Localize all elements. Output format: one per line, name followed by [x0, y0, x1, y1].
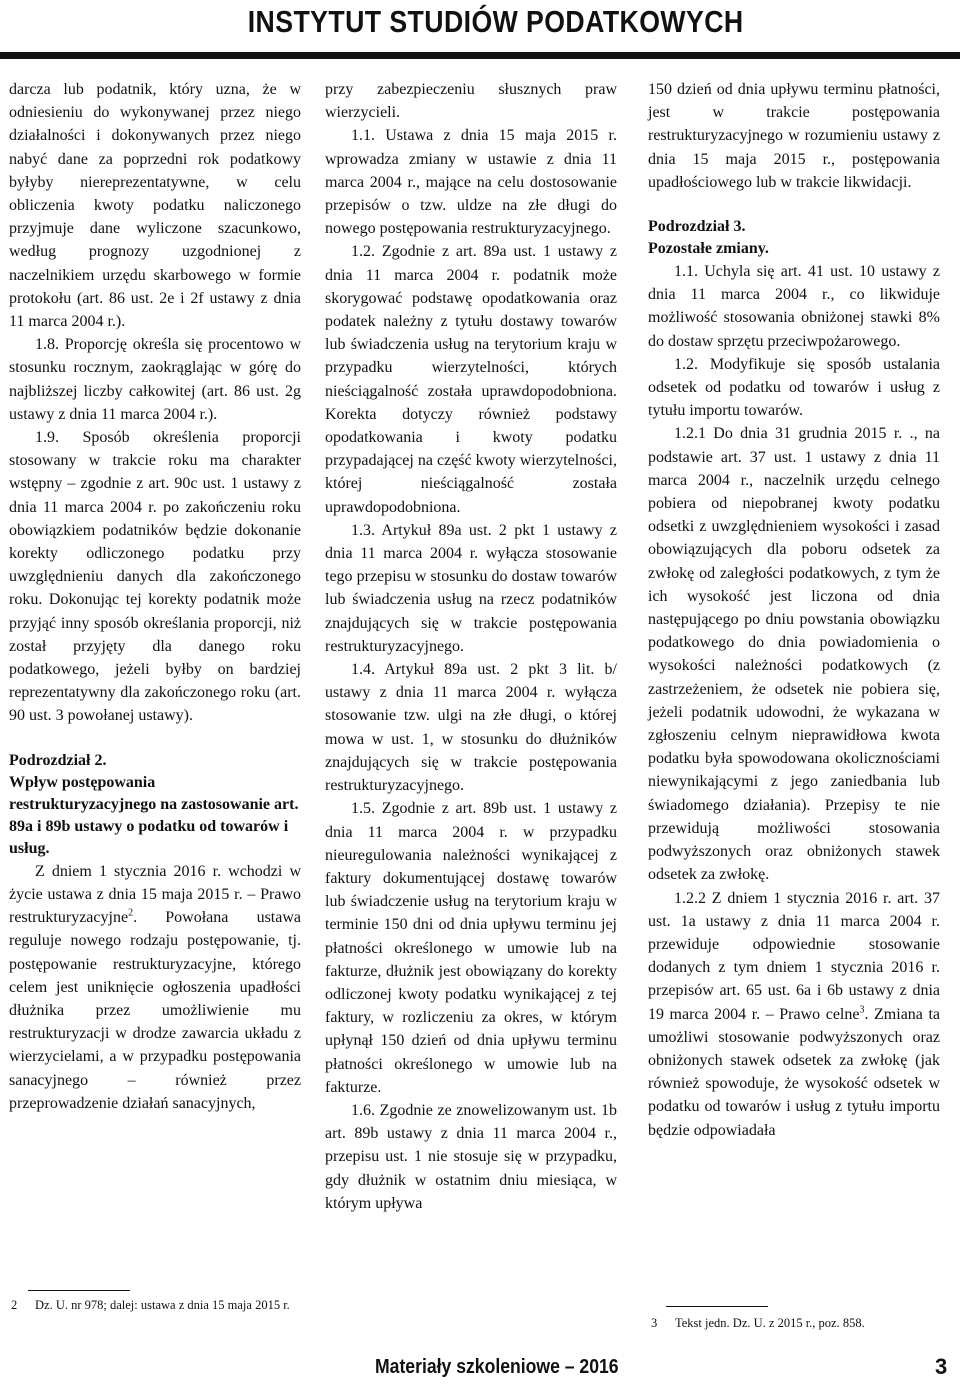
- paragraph: 1.2. Zgodnie z art. 89a ust. 1 ustawy z dnia 11 marca 2004 r. podatnik może skorygować podstawę opodatkowania oraz podatek należny z tytułu dostawy towarów lub świadczenia usług na terytorium kraju w przypadku wierzytelności, których nieściągalność została uprawdopodobniona. Korekta dotyczy również podstawy opodatkowania i kwoty podatku przypadającej na część kwoty wierzytelności, której nieściągalność została uprawdopodobniona.: [325, 243, 617, 516]
- paragraph: darcza lub podatnik, który uzna, że w odniesieniu do wykonywanej przez niego działalności i dokonywanych przez niego nabyć dane za poprzedni rok podatkowy byłyby niereprezentatywne, w celu obliczenia kwoty podatku naliczonego przyjmuje dane wyliczone szacunkowo, według prognozy uzgodnionej z naczelnikiem urzędu skarbowego w formie protokołu (art. 86 ust. 2e i 2f ustawy z dnia 11 marca 2004 r.).: [9, 81, 301, 331]
- section-subheading: Pozostałe zmiany.: [648, 240, 769, 258]
- footnote-rule: [666, 1306, 768, 1307]
- paragraph: 1.2.1 Do dnia 31 grudnia 2015 r. ., na podstawie art. 37 ust. 1 ustawy z dnia 11 marca 2004 r., naczelnik urzędu celnego pobiera od niepobranej kwoty podatku odsetki z uwzględnieniem wysokości i zasad obowiązujących dla poboru odsetek za zwłokę od zaległości podatkowych, z tym że ich wysokość jest liczona od dnia następującego po dniu powstania obowiązku podatkowego do dnia powiadomienia o wysokości należności podatkowych (z zastrzeżeniem, że odsetek nie pobiera się, jeżeli podatnik udowodni, że wykazana w zgłoszeniu celnym nieprawidłowa kwota podatku była spowodowana okolicznościami niewynikającymi z jego zaniedbania lub świadomego działania). Przepisy te nie przewidują możliwości stosowania podwyższonych oraz obniżonych stawek odsetek za zwłokę.: [648, 425, 940, 884]
- paragraph: 1.1. Ustawa z dnia 15 maja 2015 r. wprowadza zmiany w ustawie z dnia 11 marca 2004 r., mające na celu dostosowanie przepisów o tzw. uldze na złe długi do nowego postępowania restrukturyzacyjnego.: [325, 127, 617, 238]
- paragraph: 1.2. Modyfikuje się sposób ustalania odsetek od podatku od towarów i usług z tytułu importu towarów.: [648, 355, 940, 420]
- footnote-number: 2: [11, 1298, 18, 1312]
- paragraph: 1.8. Proporcję określa się procentowo w stosunku rocznym, zaokrąglając w górę do najbliższej liczby całkowitej (art. 86 ust. 2g ustawy z dnia 11 marca 2004 r.).: [9, 336, 301, 423]
- paragraph: 1.1. Uchyla się art. 41 ust. 10 ustawy z dnia 11 marca 2004 r., co likwiduje możliwość stosowania obniżonej stawki 8% do dostaw sprzętu przeciwpożarowego.: [648, 263, 940, 350]
- paragraph: 1.4. Artykuł 89a ust. 2 pkt 3 lit. b/ ustawy z dnia 11 marca 2004 r. wyłącza stosowanie tzw. ulgi na złe długi, o której mowa w ust. 1, w stosunku do dłużników znajdujących się w trakcie postępowania restrukturyzacyjnego.: [325, 661, 617, 795]
- column-1: [9, 78, 301, 1115]
- paragraph: 1.3. Artykuł 89a ust. 2 pkt 1 ustawy z dnia 11 marca 2004 r. wyłącza stosowanie tego przepisu w stosunku do dostaw towarów lub świadczenia usług na rzecz podatników znajdujących się w trakcie postępowania restrukturyzacyjnego.: [325, 521, 617, 655]
- footer-label: Materiały szkoleniowe – 2016: [375, 1356, 619, 1378]
- paragraph: przy zabezpieczeniu słusznych praw wierzycieli.: [325, 81, 617, 122]
- footnote: [651, 1314, 935, 1332]
- footnote-ref: 3: [859, 1004, 865, 1016]
- page-number: 3: [935, 1354, 948, 1379]
- paragraph: 1.9. Sposób określenia proporcji stosowany w trakcie roku ma charakter wstępny – zgodnie z art. 90c ust. 1 ustawy z dnia 11 marca 2004 r. po zakończeniu roku obowiązkiem podatników będzie dokonanie korekty odliczonego podatku przy uwzględnieniu danych dla zakończonego roku. Dokonując tej korekty podatnik może przyjąć inny sposób określania proporcji, niż został przyjęty dla danego roku podatkowego, jeżeli byłby on bardziej reprezentatywny dla zakończonego roku (art. 90 ust. 3 powołanej ustawy).: [9, 429, 301, 725]
- paragraph: 150 dzień od dnia upływu terminu płatności, jest w trakcie postępowania restrukturyzacyjnego w rozumieniu ustawy z dnia 15 maja 2015 r., postępowania upadłościowego lub w trakcie likwidacji.: [648, 81, 940, 191]
- header-rule: [0, 52, 960, 59]
- footnote-text: Dz. U. nr 978; dalej: ustawa z dnia 15 maja 2015 r.: [35, 1298, 290, 1312]
- section-heading: Podrozdział 2.: [9, 751, 107, 769]
- column-3: [648, 78, 940, 1142]
- footnote-number: 3: [651, 1316, 658, 1330]
- paragraph: 1.6. Zgodnie ze znowelizowanym ust. 1b art. 89b ustawy z dnia 11 marca 2004 r., przepisu ust. 1 nie stosuje się w przypadku, gdy dłużnik w ostatnim dniu miesiąca, w którym upływa: [325, 1101, 617, 1212]
- footnote-rule: [28, 1290, 130, 1291]
- footnote-text: Tekst jedn. Dz. U. z 2015 r., poz. 858.: [675, 1316, 865, 1330]
- publication-title: INSTYTUT STUDIÓW PODATKOWYCH: [248, 4, 744, 39]
- section-heading: Podrozdział 3.: [648, 218, 746, 236]
- footnote-ref: 2: [128, 907, 134, 919]
- column-2: [325, 78, 617, 1215]
- paragraph: 1.5. Zgodnie z art. 89b ust. 1 ustawy z dnia 11 marca 2004 r. w przypadku nieuregulowania należności wynikającej z faktury dokumentującej dostawę towarów lub świadczenie usług na terytorium kraju w terminie 150 dni od dnia upływu terminu jej płatności określonego w umowie lub na fakturze, dłużnik jest obowiązany do korekty odliczonej kwoty podatku wynikającej z tej faktury, w rozliczeniu za okres, w którym upłynął 150 dzień od dnia upływu terminu płatności określonego w umowie lub na fakturze.: [325, 800, 617, 1096]
- section-subheading: Wpływ postępowania restrukturyzacyjnego na zastosowanie art. 89a i 89b ustawy o podatku od towarów i usług.: [9, 773, 299, 857]
- paragraph: Z dniem 1 stycznia 2016 r. wchodzi w życie ustawa z dnia 15 maja 2015 r. – Prawo restrukturyzacyjne$^2$. Powołana ustawa reguluje nowego rodzaju postępowanie, tj. postępowanie restrukturyzacyjne, którego celem jest uniknięcie ogłoszenia upadłości dłużnika przez umożliwienie mu restrukturyzacji w drodze zawarcia układu z wierzycielami, a w przypadku postępowania sanacyjnego – również przez przeprowadzenie działań sanacyjnych,: [9, 862, 301, 1112]
- paragraph: 1.2.2 Z dniem 1 stycznia 2016 r. art. 37 ust. 1a ustawy z dnia 11 marca 2004 r. przewiduje odpowiednie stosowanie dodanych z tym dniem 1 stycznia 2016 r. przepisów art. 65 ust. 6a i 6b ustawy z dnia 19 marca 2004 r. – Prawo celne$^3$. Zmiana ta umożliwi stosowanie podwyższonych oraz obniżonych stawek odsetek za zwłokę (jak również spowoduje, że wysokość odsetek w podatku od towarów i usług z tytułu importu będzie odpowiadała: [648, 889, 941, 1139]
- footnote: [11, 1296, 295, 1314]
